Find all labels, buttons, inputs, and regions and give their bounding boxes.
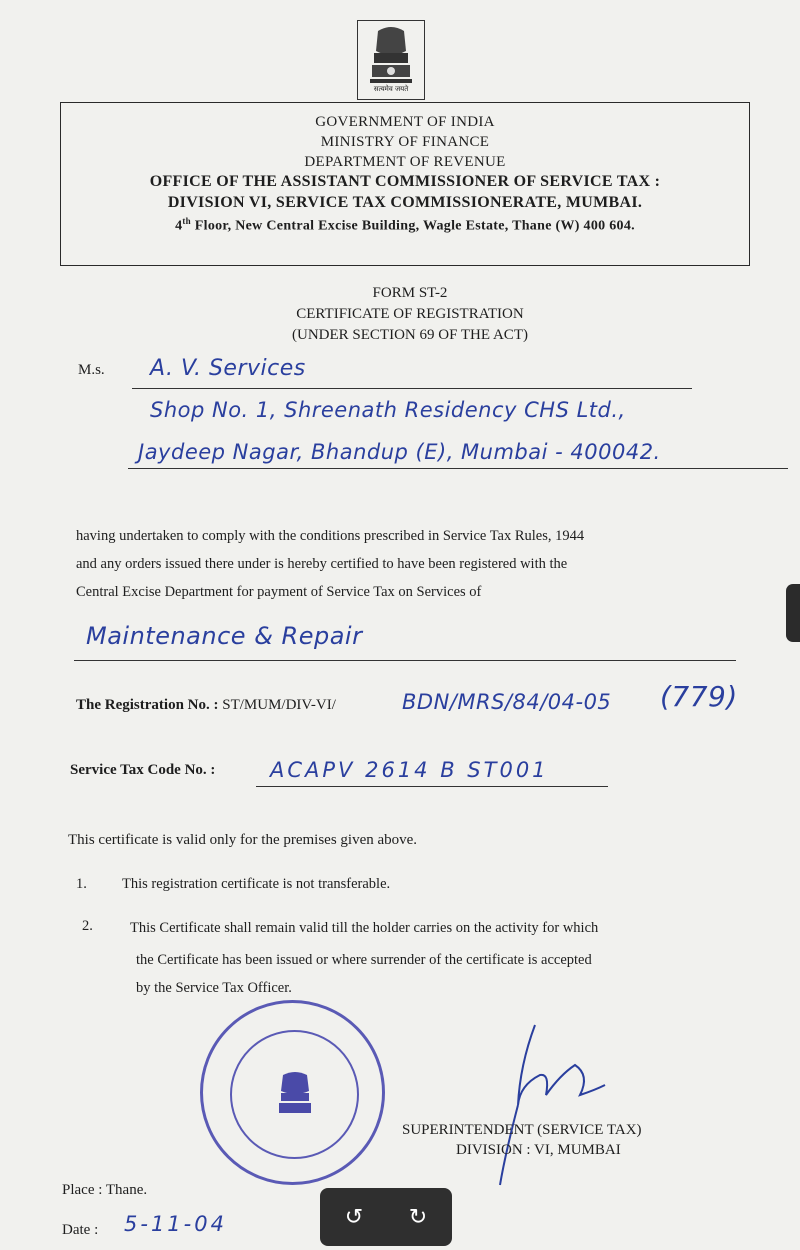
registration-note: (779) [660,680,738,713]
tax-code-underline [256,786,608,787]
recipient-name: A. V. Services [150,356,306,381]
form-name: FORM ST-2 [372,285,448,301]
recipient-label: M.s. [78,362,105,378]
stamp-emblem-icon [275,1069,315,1121]
header-department: DEPARTMENT OF REVENUE [304,154,506,170]
registration-label-text: The Registration No. : [76,697,219,713]
national-emblem [357,20,425,100]
date-label: Date : [62,1222,99,1238]
recipient-address-line1: Shop No. 1, Shreenath Residency CHS Ltd., [150,398,626,422]
date-value: 5-11-04 [124,1212,227,1236]
official-stamp [200,1000,385,1185]
rotate-right-button[interactable]: ↻ [400,1200,436,1234]
address-floor-number: 4 [175,218,183,234]
condition-2-line1: This Certificate shall remain valid till the holder carries on the activity for which [130,920,599,936]
place-text: Place : Thane. [62,1182,148,1198]
recipient-address-line2: Jaydeep Nagar, Bhandup (E), Mumbai - 400042. [138,440,661,464]
service-description: Maintenance & Repair [86,622,363,650]
header-division: DIVISION VI, SERVICE TAX COMMISSIONERATE, MUMBAI. [167,194,643,211]
side-panel-handle[interactable] [786,584,800,642]
form-subtitle: (UNDER SECTION 69 OF THE ACT) [292,327,528,343]
viewer-toolbar [320,1188,452,1246]
signatory-division: DIVISION : VI, MUMBAI [456,1142,621,1158]
condition-1-text: This registration certificate is not transferable. [122,876,391,892]
emblem-motto: सत्यमेव जयते [373,85,409,93]
service-underline [74,660,736,661]
tax-code-value: ACAPV 2614 B ST001 [270,758,549,782]
condition-1-number: 1. [76,876,87,892]
header-office: OFFICE OF THE ASSISTANT COMMISSIONER OF SERVICE TAX : [149,173,661,190]
address-rest: Floor, New Central Excise Building, Wagle Estate, Thane (W) 400 604. [190,218,635,234]
registration-label [76,697,336,714]
recipient-address-underline [128,468,788,469]
condition-2-line3: by the Service Tax Officer. [136,980,292,996]
body-line2: and any orders issued there under is hereby certified to have been registered with the [76,556,568,572]
body-line3: Central Excise Department for payment of Service Tax on Services of [76,584,482,600]
validity-text: This certificate is valid only for the premises given above. [68,832,418,848]
rotate-left-button[interactable]: ↺ [336,1200,372,1234]
body-line1: having undertaken to comply with the conditions prescribed in Service Tax Rules, 1944 [76,528,585,544]
signature [480,1015,620,1195]
registration-prefix: ST/MUM/DIV-VI/ [222,697,336,713]
recipient-name-line [132,388,692,389]
registration-number: BDN/MRS/84/04-05 [402,690,612,714]
header-ministry: MINISTRY OF FINANCE [320,134,490,150]
signatory-title: SUPERINTENDENT (SERVICE TAX) [402,1122,642,1138]
header-address [60,216,750,235]
address-floor-suffix: th [182,216,191,226]
header-government: GOVERNMENT OF INDIA [315,114,495,130]
condition-2-line2: the Certificate has been issued or where surrender of the certificate is accepted [136,952,592,968]
tax-code-label: Service Tax Code No. : [70,762,216,778]
condition-2-number: 2. [82,918,93,934]
form-title: CERTIFICATE OF REGISTRATION [296,306,524,322]
